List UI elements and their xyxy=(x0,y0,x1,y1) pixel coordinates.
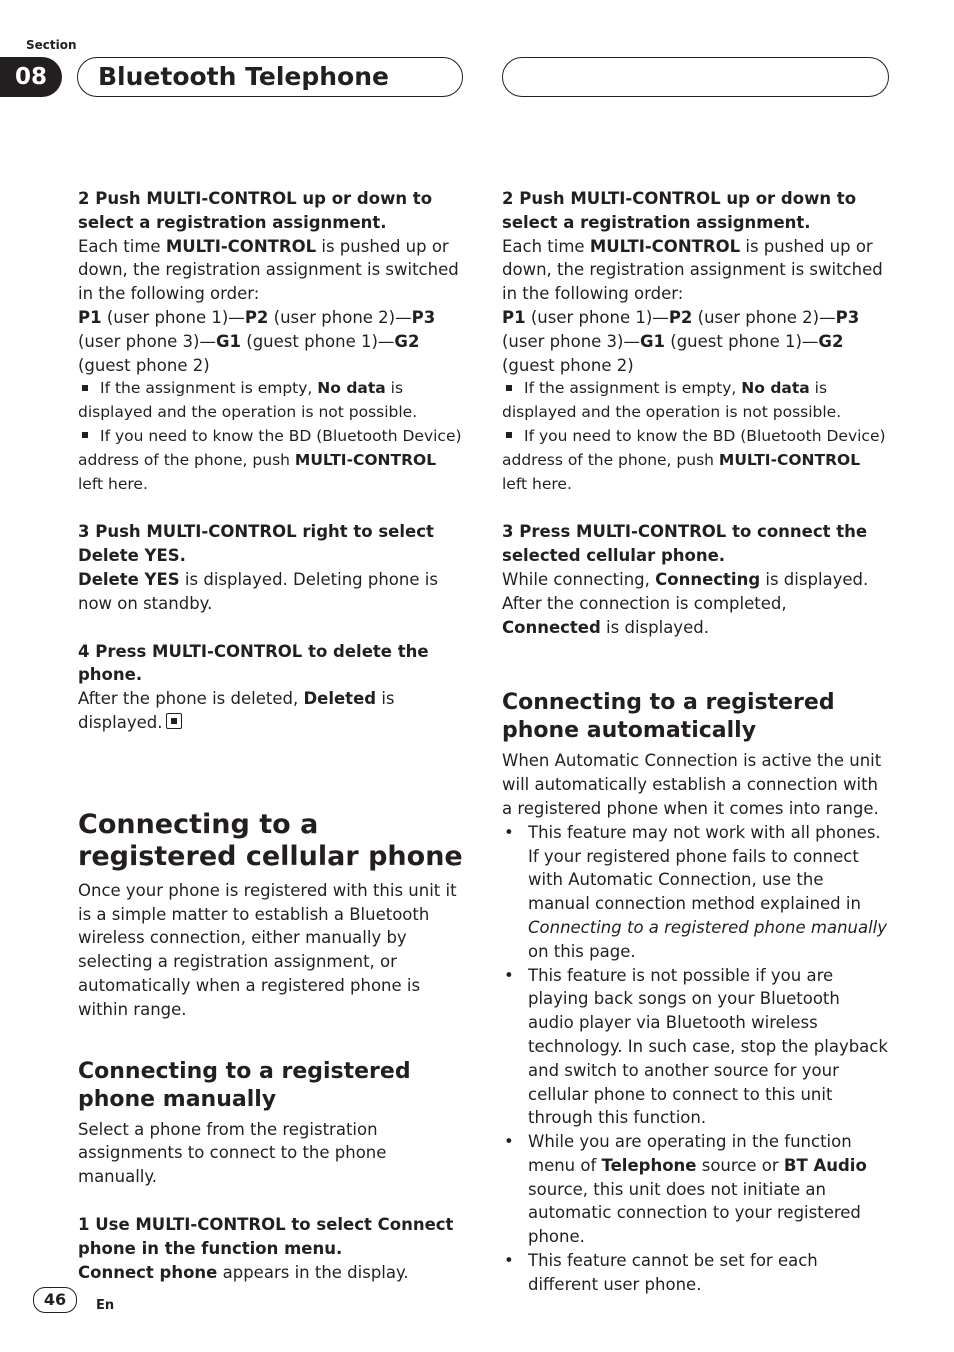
left-column xyxy=(78,187,466,1284)
end-of-section-icon xyxy=(166,713,182,729)
list-item: • This feature is not possible if you are playing back songs on your Bluetooth audio player via Bluetooth wireless technology. In such case, stop the playback and switch to another source for your cellular phone to connect to this unit through this function. xyxy=(502,964,890,1131)
language-label: En xyxy=(96,1298,115,1313)
step2-body: Each time MULTI-CONTROL is pushed up or down, the registration assignment is switched in the following order: xyxy=(78,236,459,304)
step1-heading: 1 Use MULTI-CONTROL to select Connect phone in the function menu. xyxy=(78,1214,454,1258)
step1-body: Connect phone appears in the display. xyxy=(78,1262,409,1282)
note-bullet-icon xyxy=(506,385,512,391)
right-step3-body: While connecting, Connecting is displayed. After the connection is completed, Connected is displayed. xyxy=(502,569,869,637)
header-empty-frame xyxy=(502,57,889,97)
heading-connecting-cellular: Connecting to a registered cellular phone xyxy=(78,808,463,872)
note-bullet-icon xyxy=(82,385,88,391)
right-note-bd-address: If you need to know the BD (Bluetooth Device) address of the phone, push MULTI-CONTROL left here. xyxy=(502,426,886,493)
step2-heading: 2 Push MULTI-CONTROL up or down to select a registration assignment. xyxy=(78,189,433,232)
note-bullet-icon xyxy=(506,432,512,438)
note-bd-address: If you need to know the BD (Bluetooth Device) address of the phone, push MULTI-CONTROL left here. xyxy=(78,426,462,493)
section-title: Bluetooth Telephone xyxy=(98,62,389,91)
right-step2-heading: 2 Push MULTI-CONTROL up or down to select a registration assignment. xyxy=(502,189,857,232)
right-assignment-order: P1 (user phone 1)—P2 (user phone 2)—P3 (user phone 3)—G1 (guest phone 1)—G2 (guest phone 2) xyxy=(502,307,860,375)
assignment-order: P1 (user phone 1)—P2 (user phone 2)—P3 (user phone 3)—G1 (guest phone 1)—G2 (guest phone 2) xyxy=(78,307,436,375)
auto-intro: When Automatic Connection is active the unit will automatically establish a connection with a registered phone when it comes into range. xyxy=(502,751,882,818)
section-label: Section xyxy=(26,38,77,52)
note-bullet-icon xyxy=(82,432,88,438)
step3-body: Delete YES is displayed. Deleting phone is now on standby. xyxy=(78,569,438,613)
list-item: • While you are operating in the function menu of Telephone source or BT Audio source, this unit does not initiate an automatic connection to your registered phone. xyxy=(502,1130,890,1249)
section-number-badge: 08 xyxy=(0,57,62,97)
right-step2-body: Each time MULTI-CONTROL is pushed up or down, the registration assignment is switched in the following order: xyxy=(502,236,883,304)
page-number: 46 xyxy=(33,1287,77,1313)
step4-body: After the phone is deleted, Deleted is displayed. xyxy=(78,689,395,732)
right-step3-heading: 3 Press MULTI-CONTROL to connect the selected cellular phone. xyxy=(502,522,868,566)
connecting-intro: Once your phone is registered with this unit it is a simple matter to establish a Bluetooth wireless connection, either manually by selecting a registration assignment, or automatically when a registered phone is within range. xyxy=(78,880,457,1019)
heading-connect-automatically: Connecting to a registered phone automatically xyxy=(502,690,835,744)
right-note-empty-assignment: If the assignment is empty, No data is displayed and the operation is not possible. xyxy=(502,379,842,422)
auto-bullet-list xyxy=(502,821,890,1297)
right-column xyxy=(502,187,890,1297)
note-empty-assignment: If the assignment is empty, No data is displayed and the operation is not possible. xyxy=(78,379,418,422)
step3-heading: 3 Push MULTI-CONTROL right to select Delete YES. xyxy=(78,522,434,566)
manual-intro: Select a phone from the registration assignments to connect to the phone manually. xyxy=(78,1119,387,1187)
list-item: • This feature cannot be set for each different user phone. xyxy=(502,1249,890,1297)
list-item: • This feature may not work with all phones. If your registered phone fails to connect with Automatic Connection, use the manual connection method explained in Connecting to a registered phone manually on this page. xyxy=(502,821,890,964)
step4-heading: 4 Press MULTI-CONTROL to delete the phone. xyxy=(78,641,429,685)
heading-connect-manually: Connecting to a registered phone manually xyxy=(78,1058,411,1112)
